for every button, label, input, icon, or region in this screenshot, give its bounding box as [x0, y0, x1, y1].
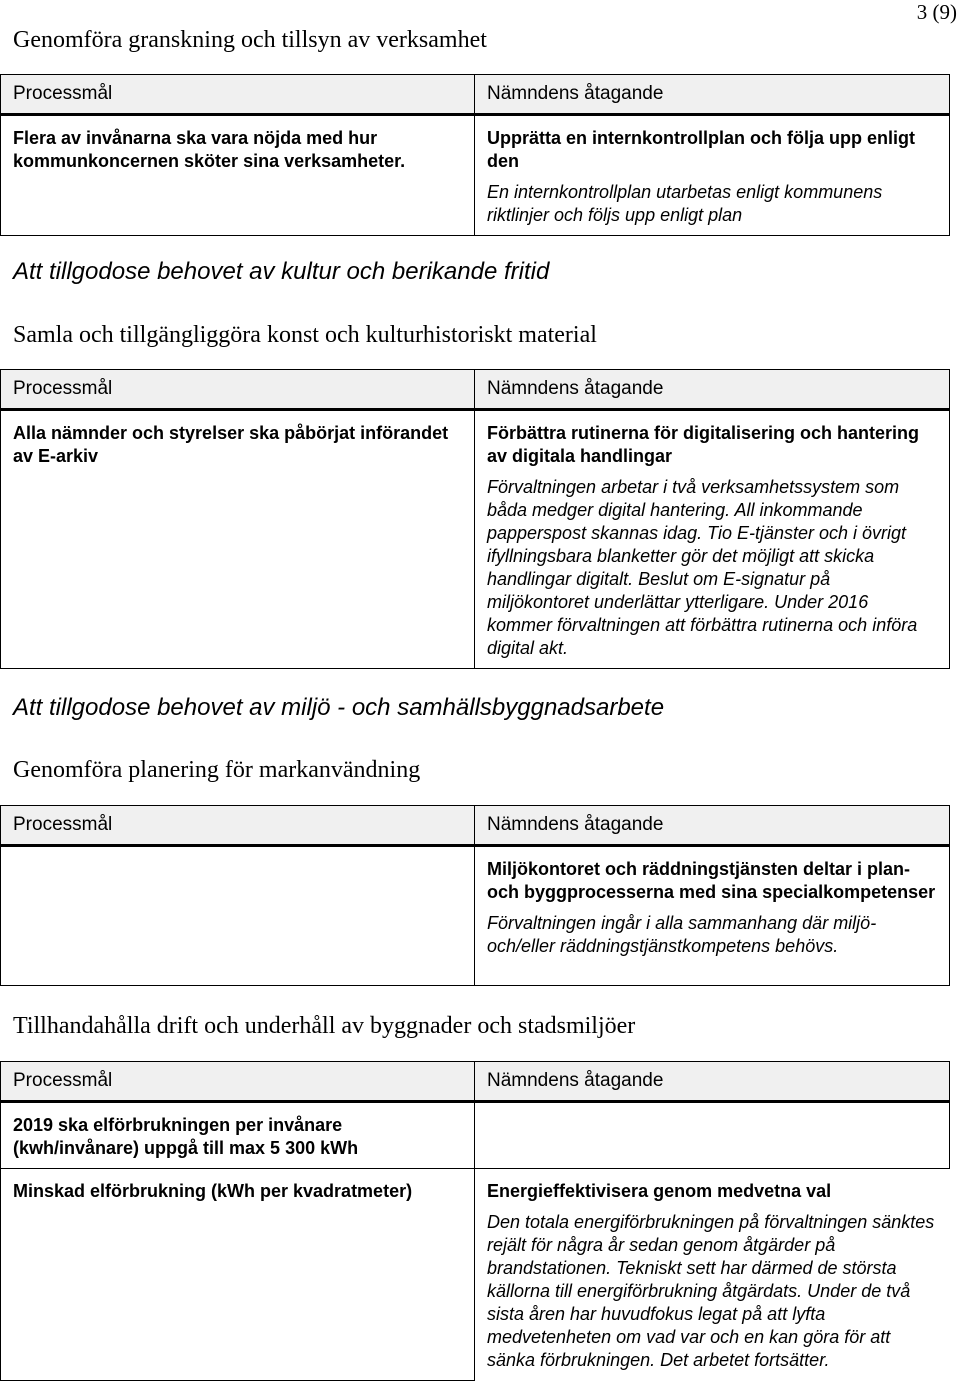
- commitment-text: Förvaltningen arbetar i två verksamhetssystem som båda medger digital hantering. All inkommande papperspost skannas idag. Tio E-tjänster och i övrigt ifyllningsbara blanketter gör det möjligt att skicka handlingar digitalt. Beslut om E-signatur på miljökontoret underlättar ytterligare. Under 2016 kommer förvaltningen att förbättra rutinerna och införa digital akt.: [487, 477, 918, 658]
- goal-text: [1, 847, 474, 866]
- processmal-header: Processmål: [1, 1062, 475, 1102]
- goals-table-konst: [0, 369, 950, 669]
- section-heading-markanvandning: Genomföra planering för markanvändning: [13, 757, 421, 783]
- commitment-cell: [475, 115, 950, 236]
- processmal-header: Processmål: [1, 370, 475, 410]
- goal-text: 2019 ska elförbrukningen per invånare (kwh/invånare) uppgå till max 5 300 kWh: [13, 1115, 359, 1158]
- atagande-header: Nämndens åtagande: [475, 75, 950, 115]
- table-row: [1, 1169, 950, 1381]
- goals-table-markanvandning: [0, 805, 950, 986]
- goal-cell: [1, 115, 475, 236]
- processmal-header: Processmål: [1, 75, 475, 115]
- goals-table-granskning: [0, 74, 950, 236]
- atagande-header: Nämndens åtagande: [475, 370, 950, 410]
- goal-cell: [1, 1102, 475, 1169]
- commitment-title: Upprätta en internkontrollplan och följa upp enligt den: [487, 128, 916, 171]
- goals-table-drift: [0, 1061, 950, 1381]
- page-number: 3 (9): [916, 0, 957, 24]
- goal-cell: [1, 1169, 475, 1381]
- table-header-row: [1, 370, 950, 410]
- table-row: [1, 1102, 950, 1169]
- commitment-title: Energieffektivisera genom medvetna val: [487, 1181, 832, 1201]
- section-heading-drift: Tillhandahålla drift och underhåll av byggnader och stadsmiljöer: [13, 1013, 636, 1039]
- area-heading-miljo: Att tillgodose behovet av miljö - och samhällsbyggnadsarbete: [13, 694, 665, 721]
- commitment-cell: [475, 410, 950, 669]
- table-header-row: [1, 75, 950, 115]
- goal-text: Minskad elförbrukning (kWh per kvadratmeter): [13, 1181, 413, 1201]
- commitment-cell: [475, 846, 950, 986]
- table-header-row: [1, 806, 950, 846]
- commitment-text: Förvaltningen ingår i alla sammanhang där miljö- och/eller räddningstjänstkompetens behövs.: [487, 913, 877, 956]
- commitment-text: En internkontrollplan utarbetas enligt kommunens riktlinjer och följs upp enligt plan: [487, 182, 883, 225]
- table-header-row: [1, 1062, 950, 1102]
- goal-cell: [1, 846, 475, 986]
- commitment-cell: [475, 1169, 950, 1381]
- table-row: [1, 115, 950, 236]
- atagande-header: Nämndens åtagande: [475, 806, 950, 846]
- commitment-text: Den totala energiförbrukningen på förvaltningen sänktes rejält för några år sedan genom åtgärder på brandstationen. Tekniskt sett har därmed de största källorna till energiförbrukning åtgärdats. Under de två sista åren har huvudfokus legat på att lyfta medvetenheten om vad var och en kan göra för att sänka förbrukningen. Det arbetet fortsätter.: [487, 1212, 935, 1370]
- goal-text: Alla nämnder och styrelser ska påbörjat införandet av E-arkiv: [13, 423, 449, 466]
- table-row: [1, 410, 950, 669]
- commitment-title: Förbättra rutinerna för digitalisering och hantering av digitala handlingar: [487, 423, 920, 466]
- commitment-title: Miljökontoret och räddningstjänsten deltar i plan- och byggprocesserna med sina specialkompetenser: [487, 859, 936, 902]
- section-heading-granskning: Genomföra granskning och tillsyn av verksamhet: [13, 27, 487, 53]
- processmal-header: Processmål: [1, 806, 475, 846]
- goal-cell: [1, 410, 475, 669]
- table-row: [1, 846, 950, 986]
- goal-text: Flera av invånarna ska vara nöjda med hur kommunkoncernen sköter sina verksamheter.: [13, 128, 406, 171]
- area-heading-kultur: Att tillgodose behovet av kultur och berikande fritid: [13, 258, 550, 285]
- atagande-header: Nämndens åtagande: [475, 1062, 950, 1102]
- section-heading-konst: Samla och tillgängliggöra konst och kulturhistoriskt material: [13, 322, 597, 348]
- commitment-cell: [475, 1102, 950, 1169]
